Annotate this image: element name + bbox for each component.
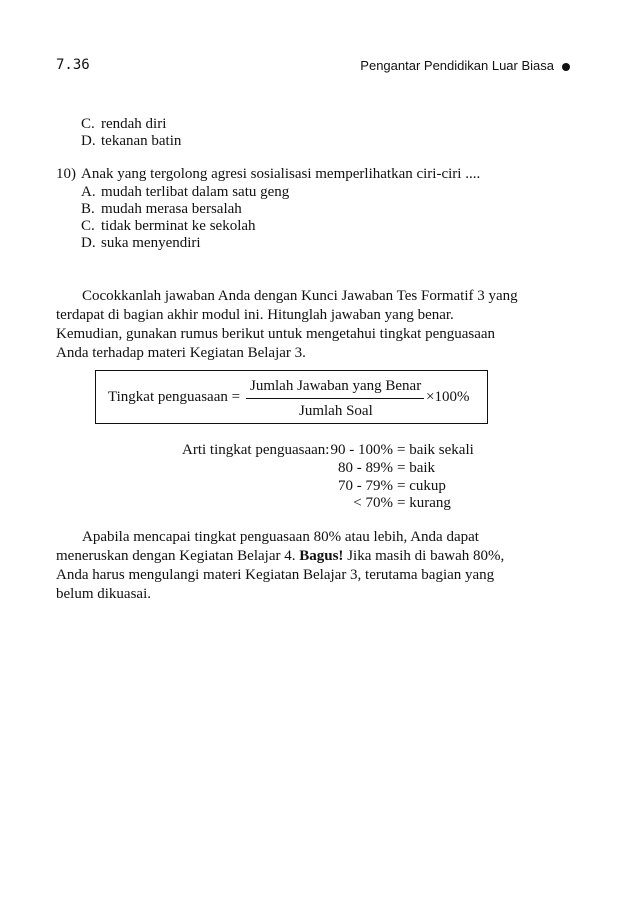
- option-letter: C.: [81, 218, 95, 234]
- option-item: [81, 116, 166, 133]
- option-text: tekanan batin: [101, 133, 182, 149]
- instruction-line: Cocokkanlah jawaban Anda dengan Kunci Jawaban Tes Formatif 3 yang: [82, 288, 518, 304]
- option-letter: B.: [81, 201, 95, 217]
- formula-lhs: Tingkat penguasaan =: [108, 389, 241, 405]
- closing-line: belum dikuasai.: [56, 586, 151, 602]
- option-text: mudah merasa bersalah: [101, 201, 242, 217]
- option-text: mudah terlibat dalam satu geng: [101, 184, 290, 200]
- mastery-level: [329, 442, 474, 459]
- option-item: [81, 235, 201, 252]
- formula-numerator: Jumlah Jawaban yang Benar: [250, 378, 422, 394]
- mastery-range: 90 - 100%: [330, 442, 393, 458]
- option-text: suka menyendiri: [101, 235, 201, 251]
- closing-line: [56, 547, 530, 566]
- option-text: tidak berminat ke sekolah: [101, 218, 256, 234]
- option-item: [81, 218, 256, 235]
- mastery-meaning: = baik sekali: [397, 442, 474, 458]
- fraction-bar: [246, 398, 424, 399]
- closing-paragraph: [56, 528, 530, 604]
- question-text: Anak yang tergolong agresi sosialisasi memperlihatkan ciri-ciri ....: [81, 166, 481, 182]
- formula-denominator: Jumlah Soal: [299, 403, 373, 419]
- mastery-label: Arti tingkat penguasaan:: [182, 442, 330, 458]
- instruction-line: terdapat di bagian akhir modul ini. Hitunglah jawaban yang benar.: [56, 307, 454, 323]
- mastery-meaning: = cukup: [397, 478, 446, 494]
- instruction-line: Kemudian, gunakan rumus berikut untuk mengetahui tingkat penguasaan: [56, 326, 496, 342]
- mastery-range: 70 - 79%: [338, 478, 393, 494]
- option-item: [81, 184, 289, 201]
- instruction-line: Anda terhadap materi Kegiatan Belajar 3.: [56, 345, 306, 361]
- mastery-level: [329, 460, 435, 477]
- closing-text: meneruskan dengan Kegiatan Belajar 4.: [56, 548, 300, 564]
- option-letter: C.: [81, 116, 95, 132]
- option-letter: D.: [81, 133, 96, 149]
- option-letter: D.: [81, 235, 96, 251]
- mastery-level: [329, 478, 446, 495]
- closing-line: Anda harus mengulangi materi Kegiatan Belajar 3, terutama bagian yang: [56, 567, 495, 583]
- page-number: 7.36: [56, 57, 90, 73]
- question-number: 10): [56, 166, 76, 182]
- bullet-icon: [562, 63, 570, 71]
- option-text: rendah diri: [101, 116, 167, 132]
- mastery-level: [329, 495, 451, 512]
- praise-text: Bagus!: [299, 548, 344, 564]
- option-item: [81, 201, 242, 218]
- mastery-meaning: = baik: [397, 460, 436, 476]
- instruction-paragraph: [56, 287, 530, 363]
- closing-text: Jika masih di bawah 80%,: [343, 548, 505, 564]
- formula-multiplier: ×100%: [426, 389, 470, 405]
- running-title: Pengantar Pendidikan Luar Biasa: [360, 58, 554, 73]
- closing-line: Apabila mencapai tingkat penguasaan 80% atau lebih, Anda dapat: [82, 529, 479, 545]
- mastery-meaning: = kurang: [397, 495, 451, 511]
- mastery-range: < 70%: [353, 495, 393, 511]
- option-letter: A.: [81, 184, 96, 200]
- mastery-range: 80 - 89%: [338, 460, 393, 476]
- option-item: [81, 133, 181, 150]
